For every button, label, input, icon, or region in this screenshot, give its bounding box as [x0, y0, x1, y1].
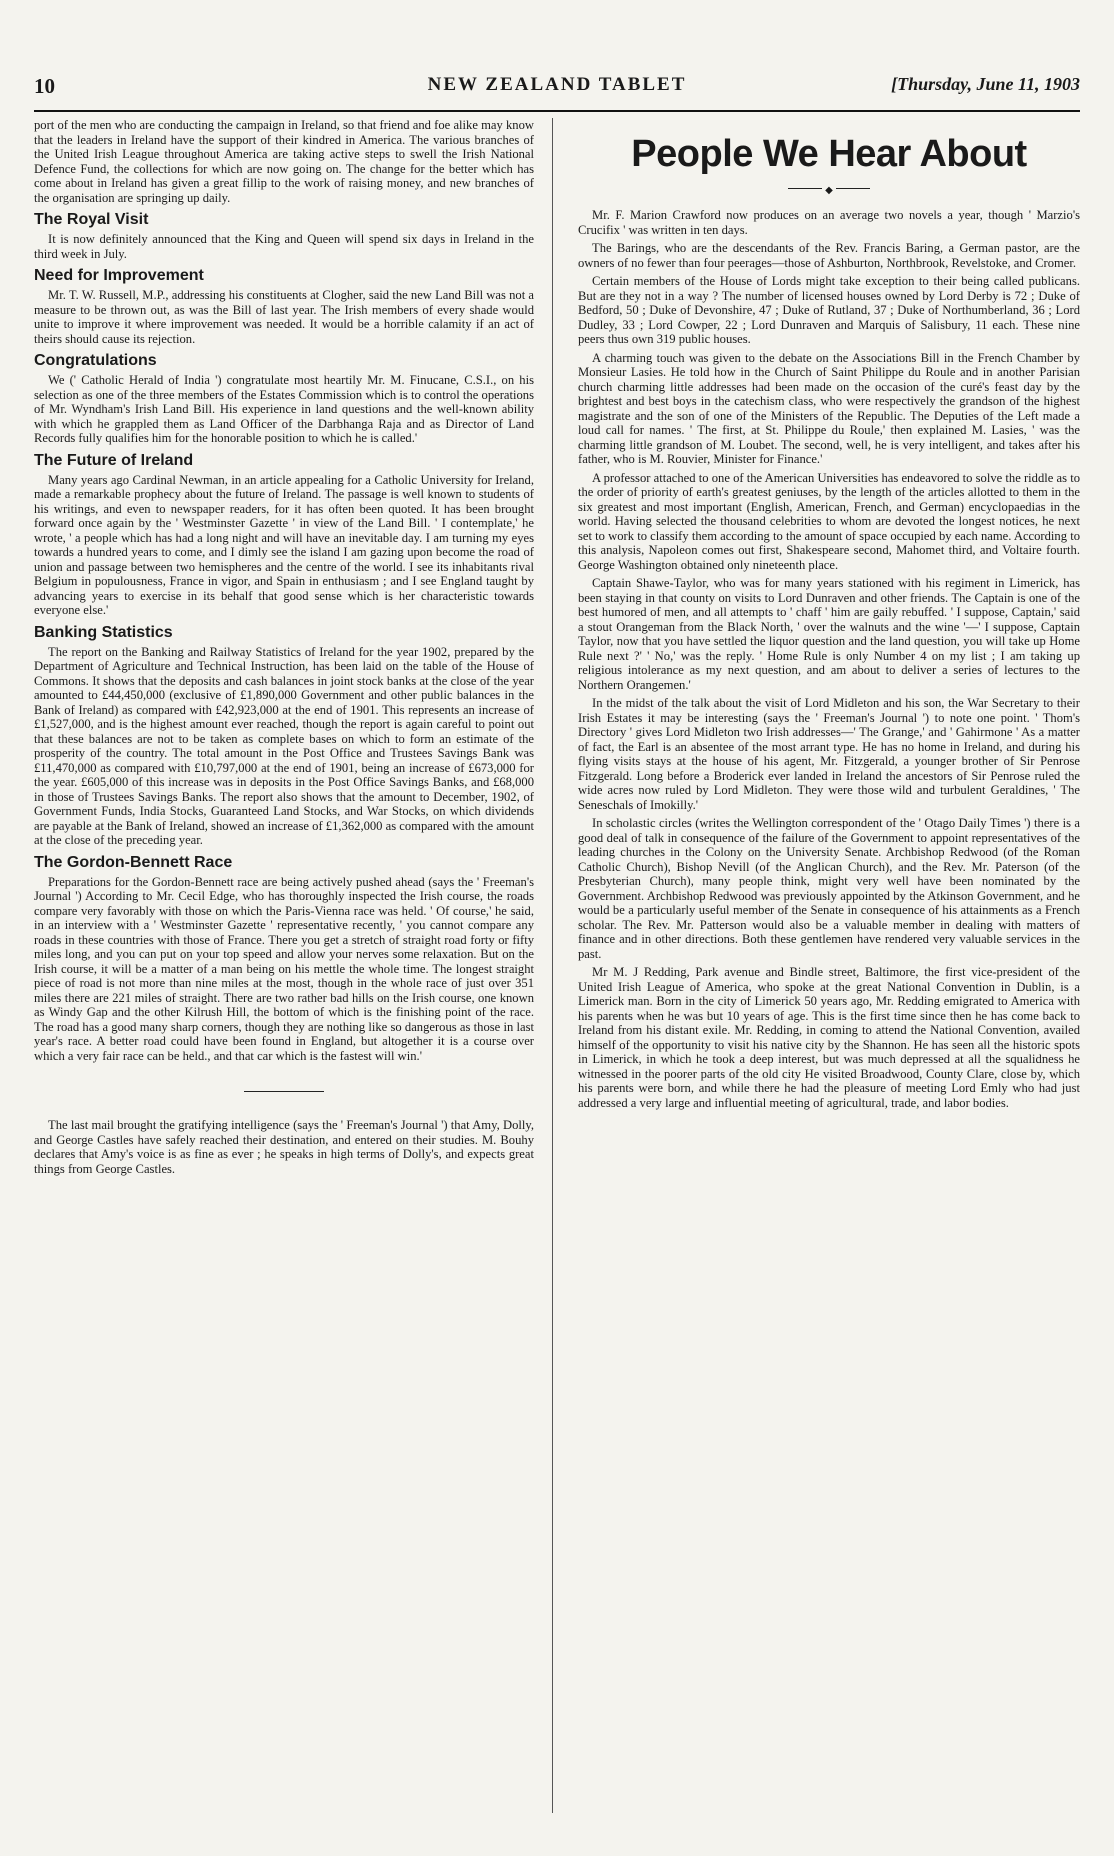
article-paragraph: Captain Shawe-Taylor, who was for many years stationed with his regiment in Limerick, has been staying in that county on visits to Lord Dunraven and other friends. The Captain is one of the best humored of men, and all attempts to ' chaff ' him are gaily rebuffed. ' I suppose, Captain,' said a stout Orangeman from the Black North, ' over the walnuts and the wine '—' I suppose, Captain Taylor, now that you have settled the liquor question and the land question, you will take up Home Rule next ?' ' No,' was the reply. ' Home Rule is only Number 4 on my list ; I am taking up religious intolerance as my next question, and am about to deliver a series of lectures to the Northern Orangemen.' [578, 576, 1080, 692]
intro-paragraph: port of the men who are conducting the campaign in Ireland, so that friend and foe alike may know that the leaders in Ireland have the support of their kindred in America. The various branches of the United Irish League throughout America are taking active steps to swell the Irish National Defence Fund, the collections for which are now going on. The change for the better which has come about in Ireland has given a great fillip to the work of raising money, and new branches of the organisation are springing up daily. [34, 118, 534, 205]
article-paragraph: In the midst of the talk about the visit of Lord Midleton and his son, the War Secretary to their Irish Estates it may be interesting (says the ' Freeman's Journal ') to note one point. ' Thom's Directory ' gives Lord Midleton two Irish addresses—' The Grange,' and ' Gahirmone ' As a matter of fact, the Earl is an absentee of the most arrant type. He has no home in Ireland, and during his flying visits stays at the house of his agent, Mr. Fitzgerald, a younger brother of Sir Penrose Fitzgerald. Long before a Broderick ever landed in Ireland the ancestors of Sir Penrose ruled the wide acres now ruled by Lord Midleton. They were those wild and turbulent Geraldines, ' The Seneschals of Imokilly.' [578, 696, 1080, 812]
banking-body: The report on the Banking and Railway Statistics of Ireland for the year 1902, prepared by the Department of Agriculture and Technical Instruction, has been laid on the table of the House of Commons. It shows that the deposits and cash balances in joint stock banks at the close of the year amounted to £44,450,000 (exclusive of £1,890,000 Government and other public balances in the Bank of Ireland) as compared with £42,923,000 at the end of 1901. This represents an increase of £1,527,000, and is the highest amount ever reached, though the report is again careful to point out that these balances are not to be taken as complete bases on which to form an estimate of the prosperity of the country. The total amount in the Post Office and Trustees Savings Bank was £11,470,000 as compared with £10,797,000 at the end of 1901, being an increase of £673,000 for the year. £605,000 of this increase was in deposits in the Post Office Savings Banks, and £68,000 in those of Trustees Savings Banks. The report also shows that the amount to December, 1902, of Government Funds, India Stocks, Guaranteed Land Stocks, and War Stocks, on which dividends are payable at the Bank of Ireland, showed an increase of £1,362,000 as compared with the amount at the close of the preceding year. [34, 644, 534, 847]
section-title: People We Hear About [631, 133, 1027, 175]
left-column [34, 118, 534, 1818]
improvement-body: Mr. T. W. Russell, M.P., addressing his constituents at Clogher, said the new Land Bill was not a measure to be thrown out, as was the Bill of last year. The Irish members of every shade would unite to improve it where improvement was needed. It would be a horrible calamity if an act of theirs should cause its rejection. [34, 288, 534, 346]
article-paragraph: The Barings, who are the descendants of the Rev. Francis Baring, a German pastor, are the owners of no fewer than four peerages—those of Ashburton, Northbrook, Revelstoke, and Cromer. [578, 241, 1080, 270]
closing-paragraph: The last mail brought the gratifying intelligence (says the ' Freeman's Journal ') that Amy, Dolly, and George Castles have safely reached their destination, and entered on their studies. M. Bouhy declares that Amy's voice is as fine as ever ; he speaks in high terms of Dolly's, and expects great things from George Castles. [34, 1118, 534, 1176]
column-divider [552, 118, 553, 1813]
gordon-bennett-body: Preparations for the Gordon-Bennett race are being actively pushed ahead (says the ' Freeman's Journal ') According to Mr. Cecil Edge, who has thoroughly inspected the Irish course, the roads compare very favorably with those on which the Paris-Vienna race was held. ' Of course,' he said, in an interview with a ' Westminster Gazette ' representative recently, ' you cannot compare any roads in these countries with those of France. There you get a stretch of straight road forty or fifty miles long, and you can put on your top speed and allow your nerves some relaxation. But on the Irish course, it will be a matter of a man being on his mettle the whole time. The longest straight piece of road is not more than nine miles at the most, though in the whole race of just over 351 miles there are 221 miles of straight. There are two rather bad hills on the Irish course, one known as Windy Gap and the other Kilrush Hill, the bottom of which is the finishing point of the race. The road has a good many sharp corners, though they are nothing like so dangerous as those in last year's race. A better road could have been found in England, but altogether it is a course over which a very fair race can be held., and that car which is the fastest will win.' [34, 874, 534, 1063]
issue-date: [Thursday, June 11, 1903 [891, 74, 1080, 94]
royal-visit-body: It is now definitely announced that the King and Queen will spend six days in Ireland in the third week in July. [34, 232, 534, 261]
title-ornament [578, 182, 1080, 194]
newspaper-title: NEW ZEALAND TABLET [427, 74, 687, 95]
banking-heading: Banking Statistics [34, 623, 173, 641]
article-paragraph: In scholastic circles (writes the Wellington correspondent of the ' Otago Daily Times ') there is a good deal of talk in consequence of the failure of the Government to appoint representatives of the leading churches in the Colony on the University Senate. Archbishop Redwood (of the Roman Catholic Church), Bishop Nevill (of the Anglican Church), and the Rev. Mr. Paterson (of the Presbyterian Church), many people think, might very well have been nominated by the Government. Archbishop Redwood was previously appointed by the Atkinson Government, and he would be a particularly useful member of the Senate in consequence of his attainments as a French scholar. The Rev. Mr. Patterson would also be a valuable member in dealing with matters of finance and in other directions. Both these gentlemen have rendered very valuable services in the past. [578, 816, 1080, 961]
congratulations-body: We (' Catholic Herald of India ') congratulate most heartily Mr. M. Finucane, C.S.I., on his selection as one of the three members of the Estates Commission which is to control the operations of Mr. Wyndham's Irish Land Bill. His experience in land questions and the well-known ability with which he grappled them as Land Officer of the Darbhanga Raja and as Director of Land Records fully qualifies him for the honorable position to which he is called.' [34, 373, 534, 445]
article-paragraph: Mr M. J Redding, Park avenue and Bindle street, Baltimore, the first vice-president of the United Irish League of America, who spoke at the great National Convention in Dublin, is a Limerick man. Born in the city of Limerick 50 years ago, Mr. Redding emigrated to America with his parents when he was but 10 years of age. This is the first time since then he has come back to Ireland from his distant exile. Mr. Redding, in coming to attend the National Convention, availed himself of the opportunity to visit his native city by the Shannon. He has seen all the historic spots in Limerick, in which he took a deep interest, but was much depressed at all the squalidness he witnessed in the poorer parts of the old city He visited Broadwood, County Clare, close by, which his parents were born, and while there he had the pleasure of meeting Lord Emly who had just addressed a very large and influential meeting of agricultural, trade, and labor bodies. [578, 965, 1080, 1110]
future-heading: The Future of Ireland [34, 451, 194, 469]
page-number: 10 [34, 74, 55, 98]
royal-visit-heading: The Royal Visit [34, 211, 149, 228]
future-body: Many years ago Cardinal Newman, in an article appealing for a Catholic University for Ireland, made a remarkable prophecy about the future of Ireland. The passage is well known to students of his writings, and even to newspaper readers, for it has often been quoted. It has been brought forward once again by the ' Westminster Gazette ' in view of the Land Bill. ' I contemplate,' he wrote, ' a people which has had a long night and will have an inevitable day. I am turning my eyes towards a hundred years to come, and I dimly see the island I am gazing upon become the road of union and passage between two hemispheres and the centre of the world. I see its inhabitants rival Belgium in populousness, France in vigor, and Spain in enthusiasm ; and I see England taught by advancing years to exercise in its behalf that good sense which is her characteristic towards everyone else.' [34, 472, 534, 617]
diamond-icon: ◆ [822, 185, 836, 196]
congratulations-heading: Congratulations [34, 352, 157, 369]
improvement-heading: Need for Improvement [34, 267, 204, 284]
page-header [34, 70, 1080, 112]
article-paragraph: Certain members of the House of Lords might take exception to their being called publicans. But are they not in a way ? The number of licensed houses owned by Lord Derby is 72 ; Duke of Bedford, 50 ; Duke of Devonshire, 47 ; Duke of Rutland, 37 ; Duke of Northumberland, 36 ; Lord Dudley, 33 ; Lord Cowper, 22 ; Lord Dunraven and Marquis of Salisbury, 11 each. These nine peers thus own 319 public houses. [578, 274, 1080, 346]
article-paragraph: A charming touch was given to the debate on the Associations Bill in the French Chamber by Monsieur Lasies. He told how in the Church of Saint Philippe du Roule and in another Parisian church charming little addresses had been made on the occasion of the curé's feast day by the brightest and best boys in the catechism class, who were respectively the grandson of the highest magistrate and the son of one of the Ministers of the Republic. The Deputies of the Left made a loud call for names. ' The first, at St. Philippe du Roule,' then explained M. Lasies, ' was the charming little grandson of M. Loubet. The second, well, he is very intelligent, and takes after his father, who is M. Rouvier, Minister for Finance.' [578, 350, 1080, 466]
article-paragraph: A professor attached to one of the American Universities has endeavored to solve the riddle as to the order of priority of earth's greatest geniuses, by the length of the articles allotted to them in the six greatest and most important (English, American, French, and German) encyclopaedias in the world. Having selected the thousand celebrities to whom are devoted the longest notices, he next set to work to classify them according to the amount of space occupied by each name. According to this analysis, Napoleon comes out first, Shakespeare second, Mahomet third, and Voltaire fourth. George Washington obtained only nineteenth place. [578, 470, 1080, 572]
article-paragraph: Mr. F. Marion Crawford now produces on an average two novels a year, though ' Marzio's Crucifix ' was written in ten days. [578, 208, 1080, 237]
right-column [578, 118, 1080, 1818]
section-divider [244, 1091, 324, 1092]
gordon-bennett-heading: The Gordon-Bennett Race [34, 853, 233, 871]
